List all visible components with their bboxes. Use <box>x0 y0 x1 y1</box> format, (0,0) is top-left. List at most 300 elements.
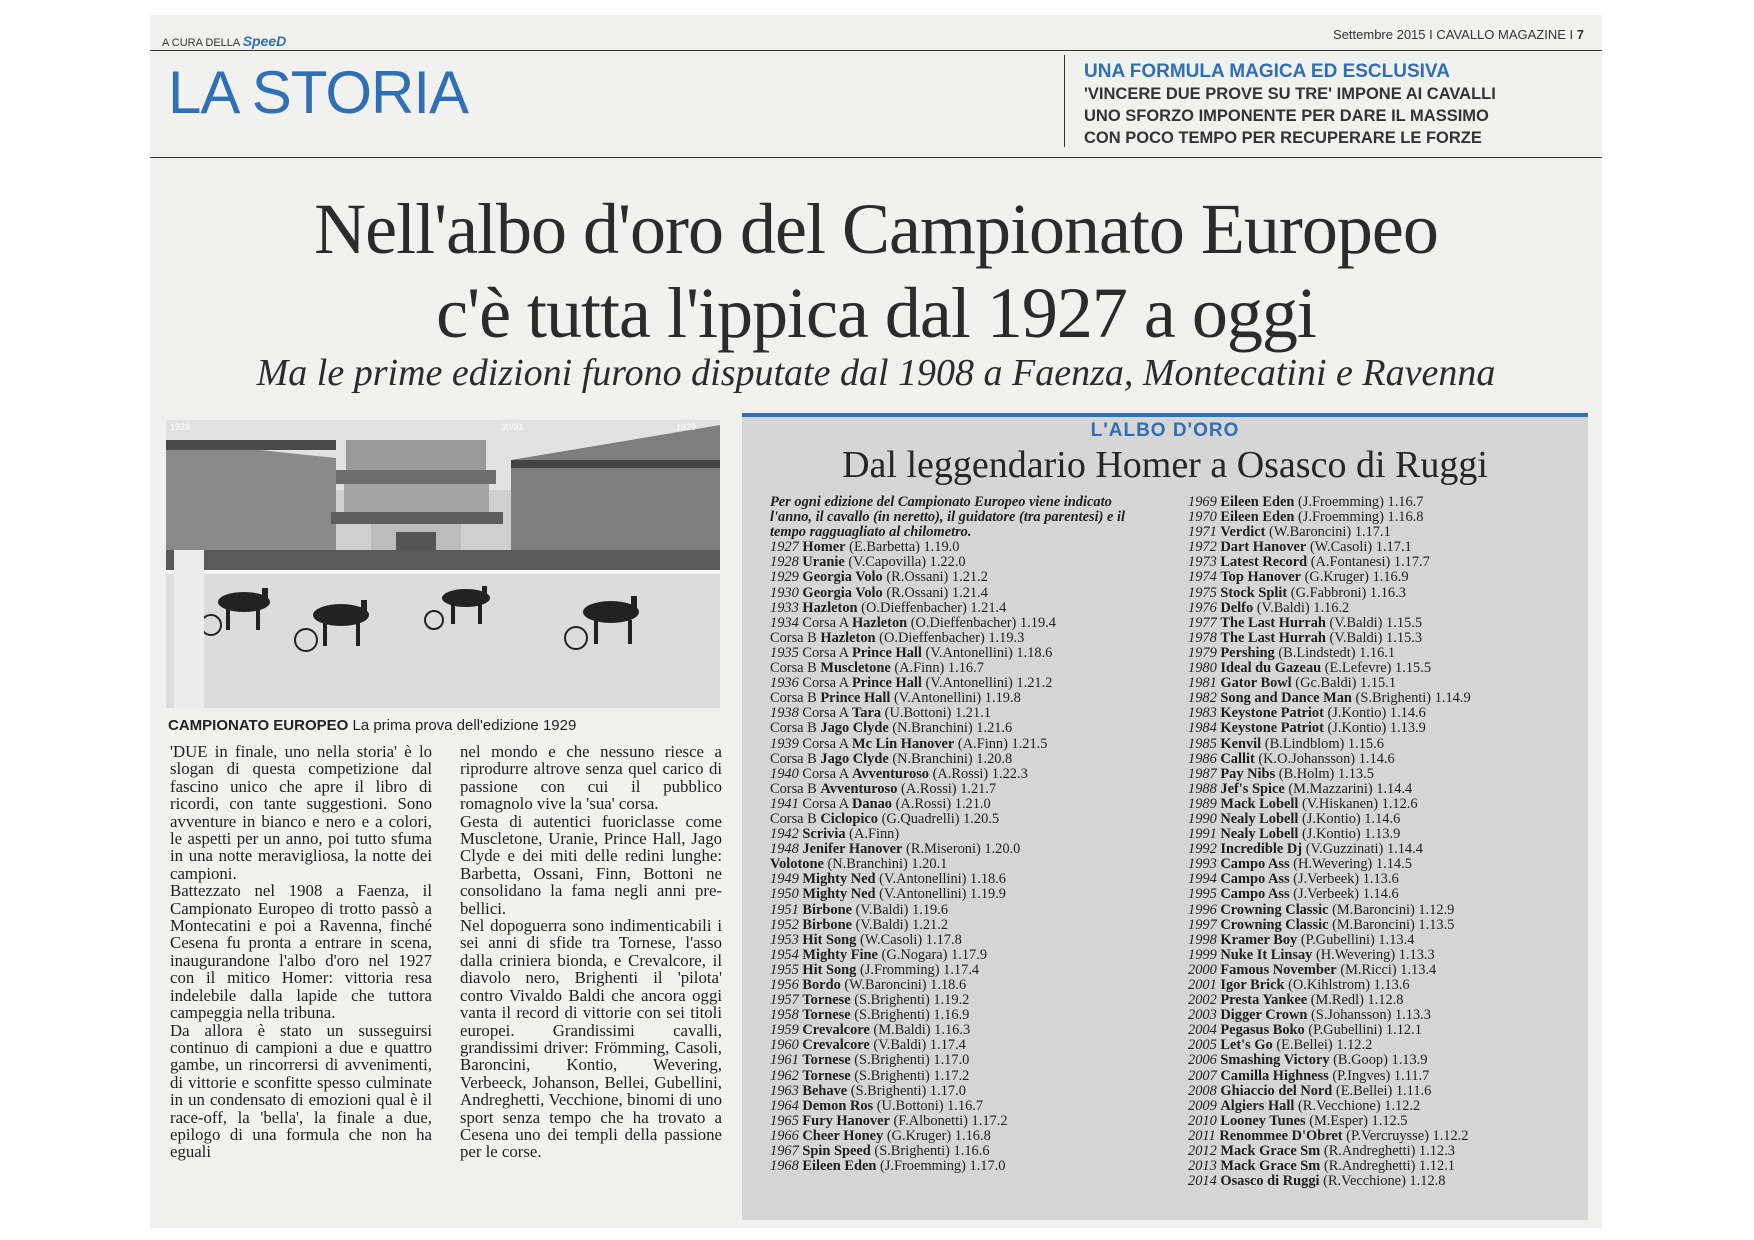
albo-entry <box>1188 963 1578 978</box>
entry-horse: Campo Ass <box>1220 856 1290 873</box>
entry-horse: Crowning Classic <box>1220 901 1329 918</box>
albo-entry <box>1188 1159 1578 1174</box>
albo-entry <box>770 1129 1160 1144</box>
issue-line <box>1333 27 1584 42</box>
entry-driver-time: (V.Baldi) 1.16.2 <box>1256 599 1350 616</box>
newspaper-page <box>150 15 1602 1228</box>
albo-entry <box>770 1008 1160 1023</box>
albo-entry <box>1188 1144 1578 1159</box>
entry-year: 1962 <box>770 1067 799 1084</box>
entry-driver-time: (V.Baldi) 1.21.2 <box>855 916 949 933</box>
albo-entries-1 <box>770 540 1160 1174</box>
entry-driver-time: (R.Ossani) 1.21.4 <box>886 584 988 601</box>
albo-entry <box>1188 948 1578 963</box>
entry-driver-time: (W.Casoli) 1.17.1 <box>1309 539 1412 556</box>
subheadline: Ma le prime edizioni furono disputate dal 1908 a Faenza, Montecatini e Ravenna <box>256 352 1496 394</box>
entry-horse: Osasco di Ruggi <box>1220 1173 1320 1190</box>
entry-horse: Delfo <box>1220 599 1254 616</box>
entry-driver-time: (A.Fontanesi) 1.17.7 <box>1310 554 1430 571</box>
entry-year: 1975 <box>1188 584 1217 601</box>
entry-driver-time: (Gc.Baldi) 1.15.1 <box>1295 675 1397 692</box>
entry-driver-time: (S.Brighenti) 1.16.9 <box>854 1007 970 1024</box>
entry-horse: Prince Hall <box>820 690 891 707</box>
section-title: LA STORIA <box>168 59 469 126</box>
entry-horse: Mc Lin Hanover <box>851 735 955 752</box>
albo-entry <box>1188 661 1578 676</box>
albo-entry <box>1188 993 1578 1008</box>
entry-year: 2006 <box>1188 1052 1217 1069</box>
albo-kicker: L'ALBO D'ORO <box>1090 420 1240 441</box>
entry-horse: Georgia Volo <box>802 584 883 601</box>
entry-year: 2007 <box>1188 1067 1217 1084</box>
entry-driver-time: (N.Branchini) 1.20.8 <box>892 750 1013 767</box>
entry-race: Corsa B <box>770 780 817 797</box>
entry-year: 1951 <box>770 901 799 918</box>
entry-horse: Pegasus Boko <box>1220 1022 1305 1039</box>
entry-year: 1955 <box>770 961 799 978</box>
brand-credit <box>162 33 286 49</box>
entry-year: 1958 <box>770 1007 799 1024</box>
entry-driver-time: (G.Kruger) 1.16.8 <box>886 1127 991 1144</box>
entry-year: 1990 <box>1188 810 1217 827</box>
entry-year: 1968 <box>770 1158 799 1175</box>
race-illustration <box>166 420 720 708</box>
albo-entry <box>770 721 1160 736</box>
entry-horse: Hazleton <box>820 629 876 646</box>
entry-driver-time: (P.Gubellini) 1.13.4 <box>1300 931 1415 948</box>
albo-entry <box>770 887 1160 902</box>
entry-horse: Tornese <box>802 1052 851 1069</box>
albo-entry <box>770 1023 1160 1038</box>
albo-entry <box>1188 933 1578 948</box>
albo-entry <box>770 1053 1160 1068</box>
entry-driver-time: (U.Bottoni) 1.16.7 <box>876 1097 984 1114</box>
entry-horse: Keystone Patriot <box>1220 720 1324 737</box>
albo-entry <box>1188 646 1578 661</box>
albo-entry <box>770 872 1160 887</box>
entry-year: 1954 <box>770 946 799 963</box>
albo-entry <box>1188 586 1578 601</box>
entry-driver-time: (B.Lindstedt) 1.16.1 <box>1278 644 1396 661</box>
albo-entry <box>770 1099 1160 1114</box>
albo-entry <box>1188 1114 1578 1129</box>
caption-text: La prima prova dell'edizione 1929 <box>352 717 577 734</box>
albo-entry <box>770 797 1160 812</box>
entry-horse: Campo Ass <box>1220 886 1290 903</box>
entry-year: 1982 <box>1188 690 1217 707</box>
entry-year: 2011 <box>1188 1127 1216 1144</box>
entry-year: 1992 <box>1188 841 1217 858</box>
entry-driver-time: (J.Verbeek) 1.13.6 <box>1293 871 1399 888</box>
entry-horse: Callit <box>1220 750 1255 767</box>
entry-horse: Gator Bowl <box>1220 675 1292 692</box>
albo-entry <box>770 812 1160 827</box>
entry-horse: Eileen Eden <box>802 1158 877 1175</box>
entry-horse: Tara <box>851 705 882 722</box>
entry-horse: Avventuroso <box>820 780 898 797</box>
albo-entry <box>770 963 1160 978</box>
albo-entry <box>770 782 1160 797</box>
entry-horse: Tornese <box>802 992 851 1009</box>
entry-horse: Stock Split <box>1220 584 1288 601</box>
headline-line-2: c'è tutta l'ippica dal 1927 a oggi <box>436 273 1316 353</box>
albo-entry <box>770 918 1160 933</box>
entry-driver-time: (A.Rossi) 1.21.7 <box>901 780 997 797</box>
entry-horse: Let's Go <box>1220 1037 1273 1054</box>
entry-horse: Volotone <box>770 856 824 873</box>
entry-driver-time: (J.Froemming) 1.16.8 <box>1297 509 1424 526</box>
albo-entry <box>770 691 1160 706</box>
entry-year: 1935 <box>770 644 799 661</box>
entry-driver-time: (M.Baroncini) 1.12.9 <box>1332 901 1455 918</box>
albo-entry <box>1188 540 1578 555</box>
entry-driver-time: (R.Andreghetti) 1.12.3 <box>1323 1143 1455 1160</box>
entry-horse: Fury Hanover <box>802 1112 890 1129</box>
entry-horse: Digger Crown <box>1220 1007 1308 1024</box>
entry-horse: Georgia Volo <box>802 569 883 586</box>
speed-logo: SpeeD <box>242 33 287 49</box>
entry-horse: Jago Clyde <box>820 750 889 767</box>
entry-driver-time: (P.Gubellini) 1.12.1 <box>1308 1022 1422 1039</box>
albo-entry <box>770 706 1160 721</box>
entry-driver-time: (V.Antonellini) 1.18.6 <box>879 871 1007 888</box>
entry-year: 2008 <box>1188 1082 1217 1099</box>
entry-driver-time: (J.Verbeek) 1.14.6 <box>1293 886 1399 903</box>
albo-entry <box>770 978 1160 993</box>
entry-horse: Scrivia <box>802 826 846 843</box>
albo-entry <box>770 827 1160 842</box>
entry-driver-time: (N.Branchini) 1.21.6 <box>892 720 1013 737</box>
entry-year: 2012 <box>1188 1143 1217 1160</box>
albo-entry <box>1188 721 1578 736</box>
article-paragraph: Da allora è stato un susseguirsi continuo di campioni a due e quattro gambe, un rincorrersi di avvenimenti, di vittorie e sconfitte spesso culminate in un condensato di emozioni qual è il race-off, la 'bella', la finale a due, epilogo di una formula che non ha eguali <box>170 1020 432 1162</box>
entry-year: 2004 <box>1188 1022 1217 1039</box>
entry-driver-time: (R.Miseroni) 1.20.0 <box>906 841 1021 858</box>
caption-bold: CAMPIONATO EUROPEO <box>168 717 349 734</box>
albo-entry <box>1188 978 1578 993</box>
albo-entry <box>770 752 1160 767</box>
entry-race: Corsa A <box>802 765 849 782</box>
entry-year: 1953 <box>770 931 799 948</box>
entry-race: Corsa B <box>770 660 817 677</box>
entry-year: 1993 <box>1188 856 1217 873</box>
entry-year: 1930 <box>770 584 799 601</box>
albo-entry <box>1188 887 1578 902</box>
entry-driver-time: (S.Brighenti) 1.17.2 <box>854 1067 970 1084</box>
entry-driver-time: (E.Barbetta) 1.19.0 <box>849 539 960 556</box>
entry-driver-time: (W.Casoli) 1.17.8 <box>859 931 962 948</box>
entry-driver-time: (S.Johansson) 1.13.3 <box>1311 1007 1431 1024</box>
entry-year: 1948 <box>770 841 799 858</box>
entry-driver-time: (V.Hiskanen) 1.12.6 <box>1301 795 1418 812</box>
entry-horse: Pershing <box>1220 644 1275 661</box>
entry-year: 1980 <box>1188 660 1217 677</box>
photo-label-right: 1929 <box>676 422 697 432</box>
entry-horse: Verdict <box>1220 524 1266 541</box>
albo-entry <box>770 661 1160 676</box>
entry-year: 1978 <box>1188 629 1217 646</box>
entry-driver-time: (M.Baldi) 1.16.3 <box>873 1022 971 1039</box>
entry-year: 1983 <box>1188 705 1217 722</box>
entry-horse: Eileen Eden <box>1220 494 1295 510</box>
entry-year: 1940 <box>770 765 799 782</box>
entry-driver-time: (H.Wevering) 1.13.3 <box>1315 946 1435 963</box>
entry-horse: Nealy Lobell <box>1220 826 1299 843</box>
entry-race: Corsa A <box>802 735 849 752</box>
entry-driver-time: (J.Kontio) 1.13.9 <box>1301 826 1401 843</box>
entry-driver-time: (V.Antonellini) 1.18.6 <box>925 644 1053 661</box>
entry-race: Corsa A <box>802 675 849 692</box>
entry-year: 1933 <box>770 599 799 616</box>
entry-year: 1960 <box>770 1037 799 1054</box>
albo-entry <box>1188 797 1578 812</box>
entry-year: 1989 <box>1188 795 1217 812</box>
albo-entry <box>770 737 1160 752</box>
entry-horse: Cheer Honey <box>802 1127 884 1144</box>
albo-entry <box>770 933 1160 948</box>
albo-entry <box>770 616 1160 631</box>
entry-driver-time: (J.Kontio) 1.13.9 <box>1327 720 1426 737</box>
entry-year: 1961 <box>770 1052 799 1069</box>
entry-driver-time: (J.Froemming) 1.16.7 <box>1297 494 1424 510</box>
entry-driver-time: (B.Goop) 1.13.9 <box>1333 1052 1428 1069</box>
entry-year: 1997 <box>1188 916 1217 933</box>
entry-year: 2003 <box>1188 1007 1217 1024</box>
entry-race: Corsa B <box>770 810 817 827</box>
entry-driver-time: (S.Brighenti) 1.19.2 <box>854 992 970 1009</box>
albo-entry <box>1188 570 1578 585</box>
entry-year: 1991 <box>1188 826 1217 843</box>
entry-horse: The Last Hurrah <box>1220 629 1326 646</box>
albo-entry <box>770 601 1160 616</box>
entry-driver-time: (O.Dieffenbacher) 1.19.3 <box>879 629 1025 646</box>
article-paragraph: Gesta di autentici fuoriclasse come Muscletone, Uranie, Prince Hall, Jago Clyde e dei miti delle redini lunghe: Barbetta, Ossani, Finn, Bottoni ne consolidano la fama negli anni pre-bellici. <box>460 811 722 918</box>
entry-year: 1967 <box>770 1143 799 1160</box>
entry-driver-time: (V.Antonellini) 1.21.2 <box>925 675 1053 692</box>
entry-year: 1963 <box>770 1082 799 1099</box>
entry-driver-time: (S.Brighenti) 1.17.0 <box>854 1052 970 1069</box>
sidebar-line: UNO SFORZO IMPONENTE PER DARE IL MASSIMO <box>1084 107 1489 125</box>
entry-horse: Latest Record <box>1220 554 1308 571</box>
section-divider <box>150 157 1602 158</box>
albo-entry <box>1188 525 1578 540</box>
sidebar-divider <box>1064 55 1065 147</box>
sidebar-box <box>1084 61 1496 149</box>
article-paragraph: Battezzato nel 1908 a Faenza, il Campionato Europeo di trotto passò a Montecatini e poi a Ravenna, finché Cesena fu pronta a entrare in scena, inaugurandone l'albo d'oro nel 1927 con il mitico Homer: vittoria resa indelebile dalla lapide che tuttora campeggia nella tribuna. <box>170 881 432 1023</box>
entry-year: 1994 <box>1188 871 1217 888</box>
albo-entry <box>1188 752 1578 767</box>
albo-list-column-2 <box>1188 495 1578 1189</box>
entry-horse: Danao <box>851 795 892 812</box>
entry-driver-time: (A.Rossi) 1.21.0 <box>895 795 991 812</box>
entry-year: 1966 <box>770 1127 799 1144</box>
entry-horse: Presta Yankee <box>1220 992 1308 1009</box>
albo-entries-2 <box>1188 495 1578 1189</box>
entry-year: 1973 <box>1188 554 1217 571</box>
albo-entry <box>770 570 1160 585</box>
article-column-2 <box>460 743 722 1161</box>
entry-horse: Ghiaccio del Nord <box>1220 1082 1333 1099</box>
albo-entry <box>770 842 1160 857</box>
entry-race: Corsa A <box>802 705 849 722</box>
entry-year: 1987 <box>1188 765 1217 782</box>
entry-horse: Crevalcore <box>802 1022 870 1039</box>
entry-driver-time: (E.Bellei) 1.12.2 <box>1276 1037 1373 1054</box>
entry-year: 1938 <box>770 705 799 722</box>
photo-caption <box>168 717 576 734</box>
entry-year: 1956 <box>770 977 799 993</box>
entry-year: 1977 <box>1188 614 1217 631</box>
albo-entry <box>770 676 1160 691</box>
entry-year: 2014 <box>1188 1173 1217 1190</box>
albo-entry <box>1188 737 1578 752</box>
entry-horse: Crevalcore <box>802 1037 870 1054</box>
entry-year: 1936 <box>770 675 799 692</box>
entry-horse: The Last Hurrah <box>1220 614 1326 631</box>
entry-horse: Tornese <box>802 1067 851 1084</box>
entry-year: 1998 <box>1188 931 1217 948</box>
sidebar-line: CON POCO TEMPO PER RECUPERARE LE FORZE <box>1084 129 1482 147</box>
entry-driver-time: (O.Dieffenbacher) 1.19.4 <box>910 614 1056 631</box>
entry-horse: Jef's Spice <box>1220 780 1285 797</box>
article-paragraph: 'DUE in finale, uno nella storia' è lo slogan di questa competizione dal fascino unico che apre il libro di ricordi, con tante suggestioni. Sono avventure in bianco e nero e a colori, le aspetti per un anno, poi tutto sfuma in una notte meravigliosa, la notte dei campioni. <box>170 742 432 883</box>
entry-driver-time: (M.Redl) 1.12.8 <box>1310 992 1404 1009</box>
entry-driver-time: (G.Kruger) 1.16.9 <box>1304 569 1409 586</box>
entry-driver-time: (V.Antonellini) 1.19.8 <box>893 690 1021 707</box>
entry-horse: Incredible Dj <box>1220 841 1303 858</box>
albo-entry <box>1188 767 1578 782</box>
article-paragraph: nel mondo e che nessuno riesce a riprodurre altrove senza quel carico di passione con cui il pubblico romagnolo vive la 'sua' corsa. <box>460 742 722 814</box>
entry-year: 1995 <box>1188 886 1217 903</box>
entry-driver-time: (G.Fabbroni) 1.16.3 <box>1290 584 1406 601</box>
albo-list-column-1 <box>770 495 1160 1174</box>
entry-driver-time: (B.Holm) 1.13.5 <box>1278 765 1374 782</box>
entry-horse: Mighty Ned <box>802 886 876 903</box>
albo-entry <box>1188 872 1578 887</box>
albo-entry <box>1188 782 1578 797</box>
albo-entry <box>770 993 1160 1008</box>
entry-horse: Looney Tunes <box>1220 1112 1306 1129</box>
albo-intro: Per ogni edizione del Campionato Europeo viene indicato l'anno, il cavallo (in neretto), il guidatore (tra parentesi) e il tempo ragguagliato al chilometro. <box>770 494 1125 541</box>
entry-horse: Ideal du Gazeau <box>1220 660 1322 677</box>
albo-entry <box>1188 857 1578 872</box>
entry-horse: Song and Dance Man <box>1220 690 1352 707</box>
entry-horse: Birbone <box>802 916 852 933</box>
entry-year: 2010 <box>1188 1112 1217 1129</box>
entry-driver-time: (R.Andreghetti) 1.12.1 <box>1323 1158 1455 1175</box>
albo-entry <box>1188 1084 1578 1099</box>
entry-horse: Spin Speed <box>802 1143 871 1160</box>
albo-title: Dal leggendario Homer a Osasco di Ruggi <box>842 444 1488 486</box>
entry-horse: Behave <box>802 1082 848 1099</box>
entry-driver-time: (R.Ossani) 1.21.2 <box>886 569 988 586</box>
entry-driver-time: (S.Brighenti) 1.16.6 <box>874 1143 990 1160</box>
albo-entry <box>770 1069 1160 1084</box>
entry-horse: Muscletone <box>820 660 891 677</box>
entry-horse: Prince Hall <box>851 675 922 692</box>
albo-entry <box>770 1114 1160 1129</box>
entry-year: 1964 <box>770 1097 799 1114</box>
entry-horse: Nuke It Linsay <box>1220 946 1313 963</box>
albo-entry <box>770 1144 1160 1159</box>
entry-horse: Smashing Victory <box>1220 1052 1330 1069</box>
albo-entry <box>1188 842 1578 857</box>
albo-entry <box>770 540 1160 555</box>
entry-year: 1988 <box>1188 780 1217 797</box>
albo-entry <box>770 767 1160 782</box>
entry-driver-time: (J.Fromming) 1.17.4 <box>859 961 980 978</box>
entry-year: 1941 <box>770 795 799 812</box>
entry-year: 1952 <box>770 916 799 933</box>
albo-entry <box>1188 691 1578 706</box>
entry-year: 2013 <box>1188 1158 1217 1175</box>
photo-label-left: 1929 <box>170 422 191 432</box>
entry-year: 1986 <box>1188 750 1217 767</box>
entry-driver-time: (V.Antonellini) 1.19.9 <box>879 886 1007 903</box>
entry-horse: Igor Brick <box>1220 977 1285 993</box>
albo-entry <box>770 1084 1160 1099</box>
entry-driver-time: (W.Baroncini) 1.17.1 <box>1269 524 1391 541</box>
entry-year: 1985 <box>1188 735 1217 752</box>
albo-entry <box>1188 1023 1578 1038</box>
entry-driver-time: (M.Baroncini) 1.13.5 <box>1332 916 1455 933</box>
entry-driver-time: (V.Baldi) 1.15.3 <box>1329 629 1423 646</box>
entry-race: Corsa A <box>802 795 849 812</box>
albo-entry <box>770 555 1160 570</box>
entry-year: 1965 <box>770 1112 799 1129</box>
entry-driver-time: (W.Baroncini) 1.18.6 <box>844 977 967 993</box>
albo-entry <box>1188 903 1578 918</box>
entry-driver-time: (O.Kihlstrom) 1.13.6 <box>1288 977 1410 993</box>
entry-driver-time: (A.Finn) <box>849 826 900 843</box>
entry-year: 1984 <box>1188 720 1217 737</box>
entry-driver-time: (J.Kontio) 1.14.6 <box>1301 810 1401 827</box>
entry-horse: Hit Song <box>802 961 857 978</box>
albo-entry <box>1188 827 1578 842</box>
entry-horse: Nealy Lobell <box>1220 810 1299 827</box>
headline-line-1: Nell'albo d'oro del Campionato Europeo <box>314 189 1438 269</box>
entry-horse: Hazleton <box>851 614 908 631</box>
entry-driver-time: (M.Esper) 1.12.5 <box>1309 1112 1408 1129</box>
entry-horse: Mack Grace Sm <box>1220 1143 1321 1160</box>
entry-horse: Hazleton <box>802 599 858 616</box>
entry-driver-time: (S.Brighenti) 1.17.0 <box>850 1082 966 1099</box>
entry-horse: Camilla Highness <box>1220 1067 1329 1084</box>
albo-entry <box>1188 1174 1578 1189</box>
entry-driver-time: (P.Ingves) 1.11.7 <box>1332 1067 1430 1084</box>
entry-horse: Jenifer Hanover <box>802 841 903 858</box>
entry-year: 1974 <box>1188 569 1217 586</box>
albo-entry <box>1188 1129 1578 1144</box>
entry-horse: Mack Grace Sm <box>1220 1158 1321 1175</box>
brand-prefix: A CURA DELLA <box>162 37 240 49</box>
entry-year: 2000 <box>1188 961 1217 978</box>
albo-entry <box>1188 631 1578 646</box>
entry-driver-time: (V.Guzzinati) 1.14.4 <box>1305 841 1423 858</box>
albo-entry <box>1188 1038 1578 1053</box>
entry-horse: Birbone <box>802 901 852 918</box>
entry-race: Corsa A <box>802 644 849 661</box>
entry-year: 1949 <box>770 871 799 888</box>
entry-horse: Hit Song <box>802 931 857 948</box>
entry-year: 1979 <box>1188 644 1217 661</box>
entry-year: 1972 <box>1188 539 1217 556</box>
albo-entry <box>1188 616 1578 631</box>
entry-driver-time: (E.Lefevre) 1.15.5 <box>1324 660 1432 677</box>
entry-year: 2005 <box>1188 1037 1217 1054</box>
article-column-1 <box>170 743 432 1161</box>
entry-driver-time: (E.Bellei) 1.11.6 <box>1335 1082 1432 1099</box>
